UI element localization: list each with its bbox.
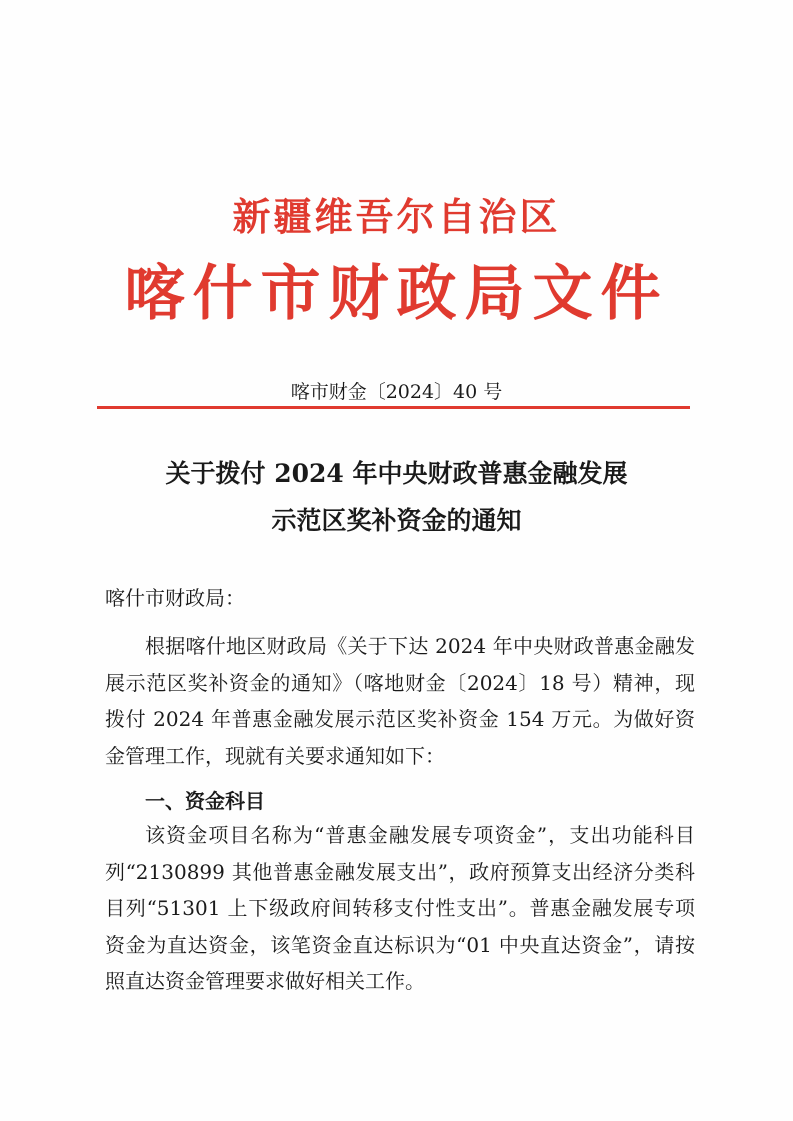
issuing-region-header: 新疆维吾尔自治区	[232, 194, 561, 239]
section-heading-funding-subject: 一、资金科目	[145, 789, 265, 813]
section1-paragraph-block	[105, 817, 695, 1000]
intro-paragraph: 根据喀什地区财政局《关于下达 2024 年中央财政普惠金融发展示范区奖补资金的通知》（喀地财金〔2024〕18 号）精神，现拨付 2024 年普惠金融发展示范区奖补资金 154 万元。为做好资金管理工作，现就有关要求通知如下：	[105, 634, 695, 768]
document-number: 喀市财金〔2024〕40 号	[290, 381, 503, 403]
intro-paragraph-block	[105, 628, 695, 774]
document-title-line2: 示范区奖补资金的通知	[271, 506, 522, 535]
red-divider-rule	[97, 406, 690, 409]
addressee: 喀什市财政局：	[105, 586, 245, 610]
document-title-line1: 关于拨付 2024 年中央财政普惠金融发展	[165, 459, 628, 488]
issuing-office-header: 喀什市财政局文件	[124, 259, 669, 329]
section1-paragraph: 该资金项目名称为“普惠金融发展专项资金”，支出功能科目列“2130899 其他普惠金融发展支出”，政府预算支出经济分类科目列“51301 上下级政府间转移支付性支出”。普惠金融发展专项资金为直达资金，该笔资金直达标识为“01 中央直达资金”，请按照直达资金管理要求做好相关工作。	[105, 823, 695, 993]
